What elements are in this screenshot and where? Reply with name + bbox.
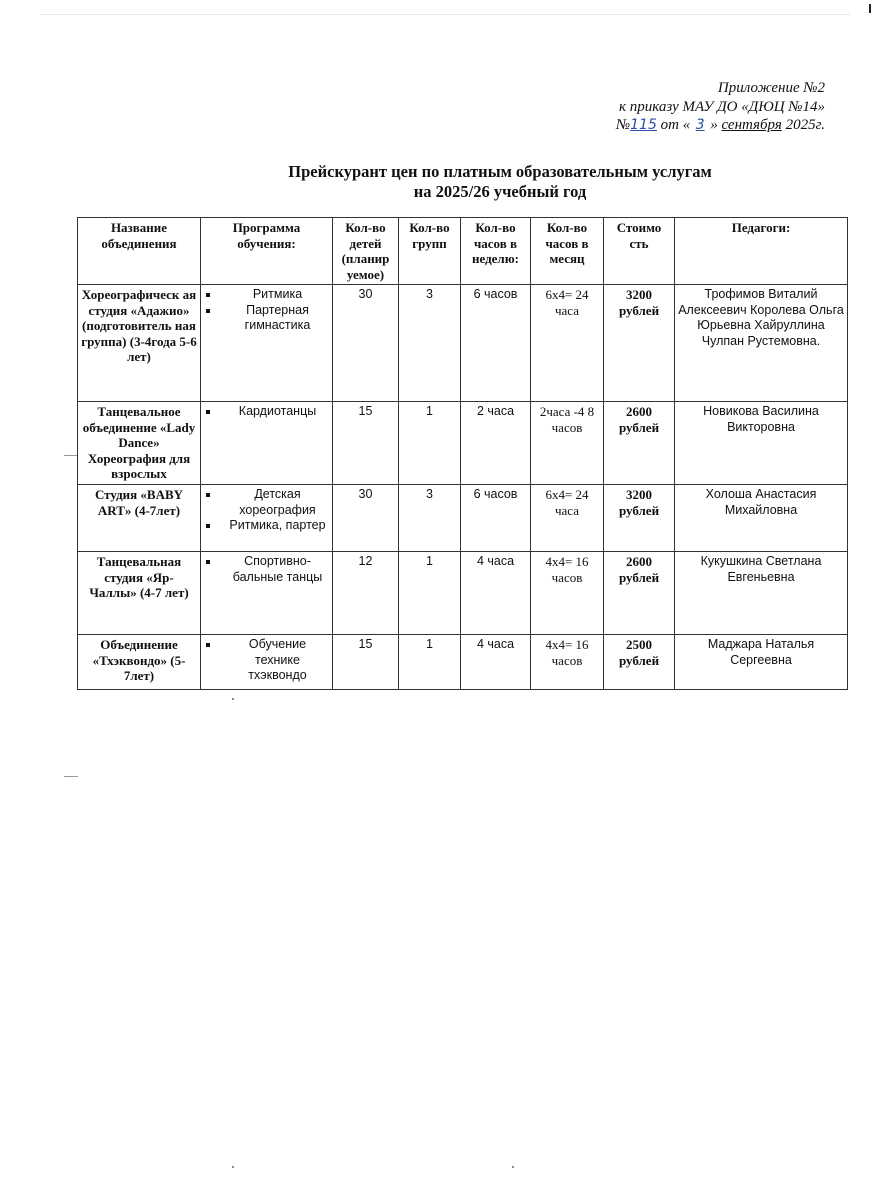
cell-groups: 1 — [399, 635, 461, 690]
table-row — [78, 552, 848, 635]
cell-price: 2600 рублей — [604, 402, 675, 485]
scan-edge-mark — [64, 455, 78, 456]
table-row — [78, 485, 848, 552]
header-program: Программа обучения: — [201, 218, 333, 285]
program-item: Спортивно-бальные танцы — [204, 554, 329, 585]
cell-groups: 1 — [399, 552, 461, 635]
program-item: Детская хореография — [204, 487, 329, 518]
cell-price: 3200 рублей — [604, 485, 675, 552]
cell-programs — [201, 635, 333, 690]
cell-programs — [201, 402, 333, 485]
price-table — [77, 217, 848, 690]
scan-corner-mark — [869, 4, 871, 13]
cell-hours-month: 4х4= 16 часов — [531, 635, 604, 690]
cell-hours-week: 6 часов — [461, 285, 531, 402]
program-list — [204, 554, 329, 585]
program-list — [204, 404, 329, 420]
page-title — [0, 162, 873, 202]
scan-speck — [232, 1166, 234, 1168]
table-row — [78, 402, 848, 485]
scan-speck — [232, 698, 234, 700]
appendix-order-ref: к приказу МАУ ДО «ДЮЦ №14» — [618, 98, 825, 115]
cell-hours-week: 2 часа — [461, 402, 531, 485]
title-line-2: на 2025/26 учебный год — [413, 182, 587, 201]
header-hours-week: Кол-во часов в неделю: — [461, 218, 531, 285]
date-day-handwritten: 3 — [695, 117, 705, 133]
cell-groups: 1 — [399, 402, 461, 485]
cell-hours-week: 4 часа — [461, 635, 531, 690]
program-list — [204, 287, 329, 334]
cell-children: 30 — [333, 485, 399, 552]
program-list — [204, 637, 329, 684]
header-children: Кол-во детей (планир уемое) — [333, 218, 399, 285]
program-item: Ритмика, партер — [204, 518, 329, 534]
cell-price: 2600 рублей — [604, 552, 675, 635]
header-price: Стоимо сть — [604, 218, 675, 285]
table-row — [78, 285, 848, 402]
cell-hours-week: 6 часов — [461, 485, 531, 552]
scan-edge-mark — [64, 776, 78, 777]
cell-name: Студия «BABY ART» (4-7лет) — [78, 485, 201, 552]
cell-price: 3200 рублей — [604, 285, 675, 402]
cell-children: 15 — [333, 402, 399, 485]
cell-hours-month: 6х4= 24 часа — [531, 485, 604, 552]
header-groups: Кол-во групп — [399, 218, 461, 285]
program-item: Ритмика — [204, 287, 329, 303]
appendix-title: Приложение №2 — [717, 80, 825, 96]
program-item: Кардиотанцы — [204, 404, 329, 420]
cell-hours-month: 4х4= 16 часов — [531, 552, 604, 635]
cell-teachers: Кукушкина Светлана Евгеньевна — [675, 552, 848, 635]
cell-programs — [201, 285, 333, 402]
date-year: 2025г. — [785, 117, 825, 133]
cell-price: 2500 рублей — [604, 635, 675, 690]
appendix-order-date — [616, 116, 825, 135]
cell-programs — [201, 485, 333, 552]
cell-name: Хореографическ ая студия «Адажио» (подготовитель ная группа) (3-4года 5-6 лет) — [78, 285, 201, 402]
scan-top-edge — [40, 14, 850, 15]
cell-teachers: Маджара Наталья Сергеевна — [675, 635, 848, 690]
date-close-quote: » — [710, 117, 718, 133]
table-row — [78, 635, 848, 690]
cell-hours-week: 4 часа — [461, 552, 531, 635]
appendix-header — [616, 79, 825, 135]
order-number-prefix: № — [615, 117, 631, 133]
cell-groups: 3 — [399, 485, 461, 552]
program-item: Обучение технике тхэквондо — [204, 637, 329, 684]
cell-children: 15 — [333, 635, 399, 690]
scan-speck — [512, 1166, 514, 1168]
cell-programs — [201, 552, 333, 635]
cell-name: Танцевальное объединение «Lady Dance» Хореография для взрослых — [78, 402, 201, 485]
title-line-1: Прейскурант цен по платным образовательным услугам — [288, 162, 712, 181]
cell-teachers: Холоша Анастасия Михайловна — [675, 485, 848, 552]
cell-hours-month: 6х4= 24 часа — [531, 285, 604, 402]
cell-name: Объединение «Тхэквондо» (5-7лет) — [78, 635, 201, 690]
cell-teachers: Новикова Василина Викторовна — [675, 402, 848, 485]
cell-children: 12 — [333, 552, 399, 635]
header-hours-month: Кол-во часов в месяц — [531, 218, 604, 285]
cell-hours-month: 2часа -4 8 часов — [531, 402, 604, 485]
cell-teachers: Трофимов Виталий Алексеевич Королева Ольга Юрьевна Хайруллина Чулпан Рустемовна. — [675, 285, 848, 402]
header-name: Название объединения — [78, 218, 201, 285]
program-list — [204, 487, 329, 534]
header-teachers: Педагоги: — [675, 218, 848, 285]
date-from-label: от « — [660, 117, 691, 133]
program-item: Партерная гимнастика — [204, 303, 329, 334]
order-number-handwritten: 115 — [630, 117, 657, 133]
cell-name: Танцевальная студия «Яр-Чаллы» (4-7 лет) — [78, 552, 201, 635]
cell-groups: 3 — [399, 285, 461, 402]
date-month: сентября — [721, 117, 782, 133]
table-header-row — [78, 218, 848, 285]
cell-children: 30 — [333, 285, 399, 402]
